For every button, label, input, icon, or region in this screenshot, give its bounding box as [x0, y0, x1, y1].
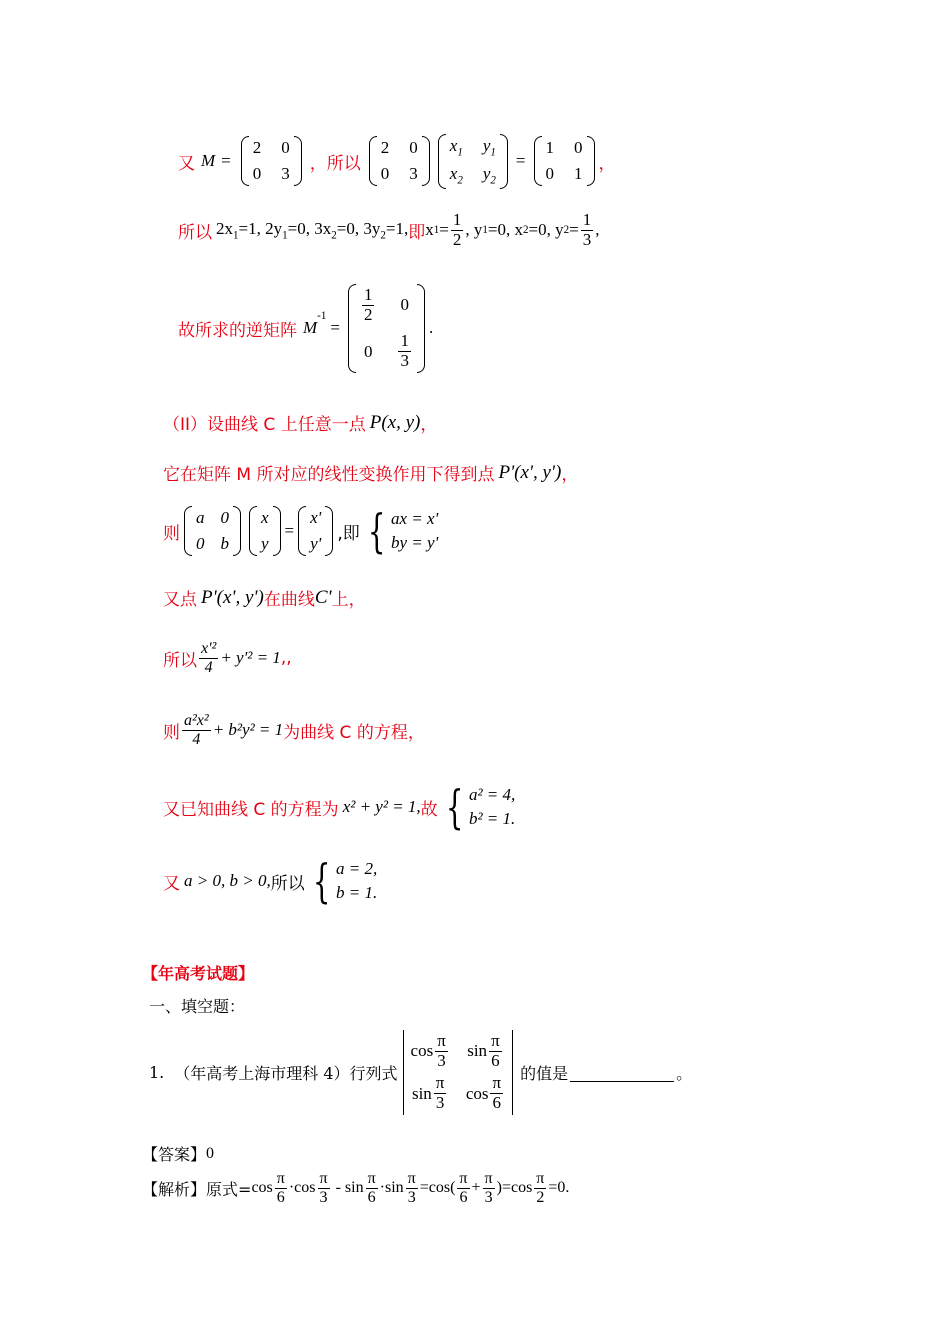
line-matrix-eq: 又 M = 2 0 0 3 ，所以 2 0 0 3 $x_1$ $y_1$ $x_2$ $y_2$ = 1 0 0 1 ，: [178, 136, 616, 187]
line-conclusion: 又 a > 0, b > 0, 所以 { a = 2, b = 1.: [163, 854, 378, 908]
analysis: 【解析】 原式= cos $\frac{\pi}{6}$ · cos $\frac{\pi}{3}$ - sin $\frac{\pi}{6}$ · sin $\frac{\pi}{3}$ = cos ( $\frac{\pi}{6}$ + $\frac{\pi}{3}$ ) = cos $\frac{\pi}{2}$ =0.: [142, 1170, 570, 1206]
line-inverse: 故所求的逆矩阵 M $^{-1}$ = $\frac{1}{2}$ 0 0 $\frac{1}{3}$ .: [178, 284, 433, 373]
matrix-inverse-unknown: $x_1$ $y_1$ $x_2$ $y_2$: [438, 134, 508, 189]
line-point-on-curve: 又点 P' (x', y') 在曲线 C' 上，: [163, 586, 366, 610]
question-1: 1. （年高考上海市理科 4）行列式 cos $\frac{\pi}{3}$ sin $\frac{\pi}{6}$ sin $\frac{\pi}{3}$ cos $\frac{\pi}{6}$ 的值是 。: [149, 1030, 692, 1115]
matrix-identity: 1 0 0 1: [534, 136, 595, 186]
text-suoyi: ，所以: [309, 153, 361, 174]
matrix-M-copy: 2 0 0 3: [369, 136, 430, 186]
part-title: 一、填空题：: [149, 997, 246, 1016]
matrix-M-inverse: $\frac{1}{2}$ 0 0 $\frac{1}{3}$: [348, 284, 425, 373]
determinant: cos $\frac{\pi}{3}$ sin $\frac{\pi}{6}$ sin $\frac{\pi}{3}$ cos $\frac{\pi}{6}$: [400, 1030, 517, 1115]
matrix-M: 2 0 0 3: [241, 136, 302, 186]
equations: $2x_1=1$, $2y_1=0$, $3x_2=0$, $3y_2=1$,: [216, 218, 409, 242]
text-inverse-label: 故所求的逆矩阵: [178, 320, 297, 341]
line-transform: 它在矩阵 M 所对应的线性变换作用下得到点 P' (x', y') ，: [163, 461, 579, 485]
line-curve-eq: 则 $\frac{\text{a²x²}}{4}$ + b²y² = 1 为曲线 C 的方程，: [163, 712, 425, 748]
line-solve: 所以 $2x_1=1$, $2y_1=0$, $3x_2=0$, $3y_2=1$, 即 x 1 = $\frac{1}{2}$ , y 1 =0, x 2 =0, y 2 = $\frac{1}{3}$ ,: [178, 210, 600, 249]
text-suoyi: 所以: [178, 222, 212, 243]
line-known-curve: 又已知曲线 C 的方程为 x² + y² = 1, 故 { a² = 4, b² = 1.: [163, 780, 516, 834]
line-matrix-transform: 则 a 0 0 b x y = x' y' ,即 { ax = x' by = y': [163, 504, 439, 558]
symbol-M: M: [201, 151, 216, 171]
equals: =: [221, 151, 231, 171]
line-ellipse: 所以 $\frac{\text{x'²}}{4}$ + y'² = 1 ,,: [163, 640, 292, 676]
section-title: 【年高考试题】: [142, 964, 255, 983]
text-ji: 即: [408, 222, 426, 243]
line-part2: （II）设曲线 C 上任意一点 P (x, y) ，: [163, 411, 438, 435]
text-you: 又: [178, 153, 195, 174]
answer-blank: [570, 1063, 674, 1082]
answer: 【答案】 0: [142, 1144, 215, 1164]
